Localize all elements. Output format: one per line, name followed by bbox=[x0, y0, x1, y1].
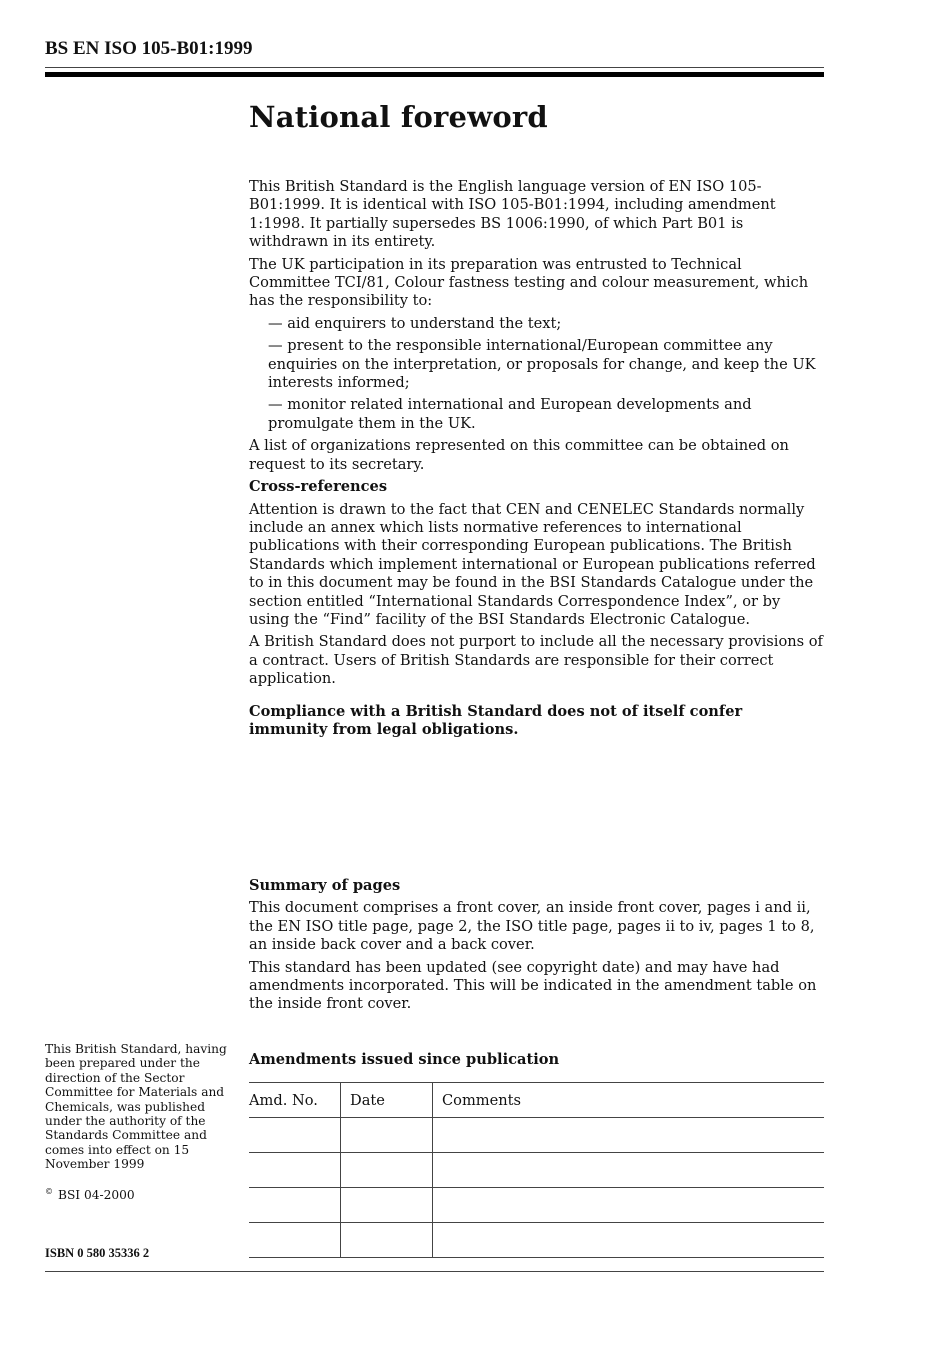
table-cell bbox=[341, 1153, 433, 1188]
copyright-text: BSI 04-2000 bbox=[58, 1188, 135, 1203]
cross-references-paragraph: A British Standard does not purport to include all the necessary provisions of a contract. Users of British Standards are responsible for their correct application. bbox=[249, 633, 823, 688]
table-cell bbox=[341, 1118, 433, 1153]
amendments-table bbox=[249, 1082, 824, 1258]
table-cell bbox=[341, 1223, 433, 1258]
table-cell bbox=[249, 1188, 341, 1223]
table-cell bbox=[249, 1153, 341, 1188]
intro-paragraph: This British Standard is the English language version of EN ISO 105-B01:1999. It is identical with ISO 105-B01:1994, including amendment 1:1998. It partially supersedes BS 1006:1990, of which Part B01 is withdrawn in its entirety. bbox=[249, 178, 776, 251]
copyright-symbol: © bbox=[45, 1187, 53, 1196]
foreword-body bbox=[249, 178, 824, 743]
summary-heading: Summary of pages bbox=[249, 877, 401, 894]
header-rule-thin bbox=[45, 67, 824, 68]
table-cell bbox=[249, 1223, 341, 1258]
copyright-notice bbox=[45, 1187, 135, 1202]
table-cell bbox=[433, 1153, 825, 1188]
summary-paragraph: This standard has been updated (see copyright date) and may have had amendments incorporated. This will be indicated in the amendment table on the inside front cover. bbox=[249, 958, 817, 1013]
summary-paragraph: This document comprises a front cover, an inside front cover, pages i and ii, the EN ISO title page, page 2, the ISO title page, pages ii to iv, pages 1 to 8, an inside back cover and a back cover. bbox=[249, 899, 815, 954]
list-item: — monitor related international and European developments and promulgate them in the UK. bbox=[268, 396, 752, 432]
list-item: — present to the responsible international/European committee any enquiries on the interpretation, or proposals for change, and keep the UK interests informed; bbox=[268, 337, 816, 392]
table-cell bbox=[433, 1223, 825, 1258]
table-cell bbox=[433, 1188, 825, 1223]
table-row bbox=[249, 1118, 824, 1153]
table-cell bbox=[249, 1118, 341, 1153]
responsibility-list bbox=[249, 315, 824, 433]
page-title: National foreword bbox=[249, 100, 548, 134]
legal-statement: Compliance with a British Standard does not of itself confer immunity from legal obligations. bbox=[249, 702, 743, 738]
table-row bbox=[249, 1153, 824, 1188]
document-code: BS EN ISO 105-B01:1999 bbox=[45, 38, 253, 59]
column-header-amd-no: Amd. No. bbox=[249, 1083, 341, 1118]
table-row bbox=[249, 1223, 824, 1258]
table-header-row bbox=[249, 1083, 824, 1118]
list-item: — aid enquirers to understand the text; bbox=[268, 314, 562, 332]
summary-of-pages bbox=[249, 877, 824, 1018]
column-header-comments: Comments bbox=[433, 1083, 825, 1118]
header-rule-thick bbox=[45, 72, 824, 77]
table-cell bbox=[433, 1118, 825, 1153]
footer-rule bbox=[45, 1271, 824, 1272]
isbn: ISBN 0 580 35336 2 bbox=[45, 1246, 150, 1260]
cross-references-paragraph: Attention is drawn to the fact that CEN and CENELEC Standards normally include an annex which lists normative references to international publications with their corresponding European publications. The British Standards which implement international or European publications referred to in this document may be found in the BSI Standards Catalogue under the section entitled “International Standards Correspondence Index”, or by using the “Find” facility of the BSI Standards Electronic Catalogue. bbox=[249, 500, 816, 628]
table-row bbox=[249, 1188, 824, 1223]
table-cell bbox=[341, 1188, 433, 1223]
column-header-date: Date bbox=[341, 1083, 433, 1118]
cross-references-heading: Cross-references bbox=[249, 478, 388, 496]
committee-note: A list of organizations represented on this committee can be obtained on request to its secretary. bbox=[249, 437, 789, 473]
publication-note: This British Standard, having been prepared under the direction of the Sector Committee for Materials and Chemicals, was published under the authority of the Standards Committee and comes into effect on 15 November 1999 bbox=[45, 1042, 227, 1172]
intro-paragraph: The UK participation in its preparation was entrusted to Technical Committee TCI/81, Colour fastness testing and colour measurement, which has the responsibility to: bbox=[249, 255, 809, 310]
amendments-heading: Amendments issued since publication bbox=[249, 1051, 560, 1068]
